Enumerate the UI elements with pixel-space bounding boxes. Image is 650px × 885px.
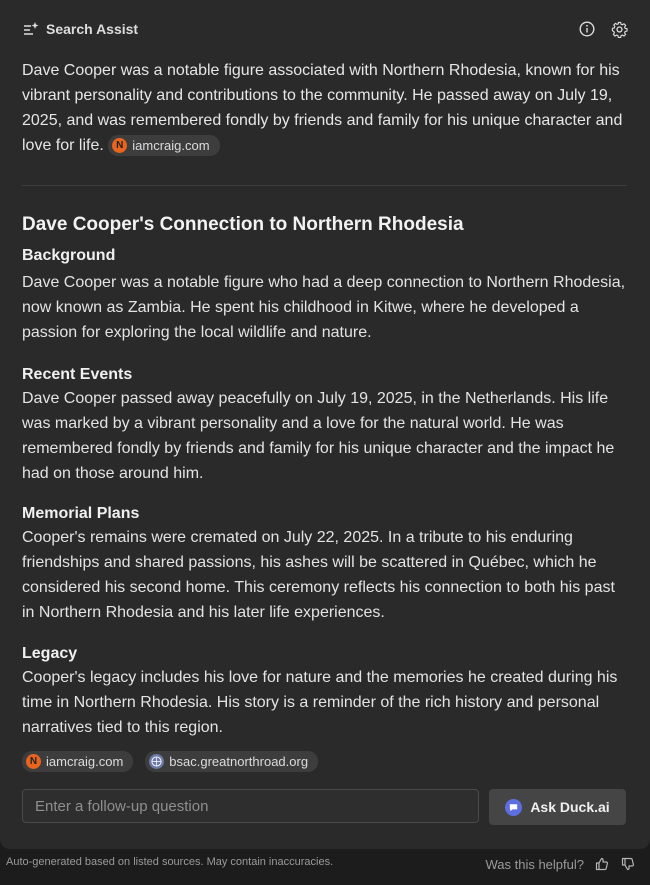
feedback-bar xyxy=(485,856,636,872)
summary-text: Dave Cooper was a notable figure associated with Northern Rhodesia, known for his vibrant personality and contributions to the community. He passed away on July 19, 2025, and was remembered fondly by friends and family for his unique character and love for life. xyxy=(22,62,623,154)
section-background xyxy=(22,247,627,345)
source-label: iamcraig.com xyxy=(132,138,210,154)
source-favicon: N xyxy=(26,754,41,769)
source-favicon: N xyxy=(112,138,127,153)
follow-up-input[interactable] xyxy=(22,789,479,823)
summary-paragraph xyxy=(22,58,627,158)
thumbs-down-icon[interactable] xyxy=(620,856,636,872)
source-label: iamcraig.com xyxy=(46,754,124,769)
section-title: Dave Cooper's Connection to Northern Rhodesia xyxy=(22,214,464,235)
subheading: Recent Events xyxy=(22,366,133,383)
source-chip[interactable] xyxy=(145,751,318,772)
source-chip[interactable] xyxy=(108,135,219,156)
subheading: Background xyxy=(22,247,116,264)
thumbs-up-icon[interactable] xyxy=(594,856,610,872)
header-actions xyxy=(578,20,628,38)
section-memorial-plans xyxy=(22,505,627,625)
subheading: Memorial Plans xyxy=(22,505,140,522)
disclaimer: Auto-generated based on listed sources. May contain inaccuracies. xyxy=(6,856,334,868)
ask-button-label: Ask Duck.ai xyxy=(530,799,610,815)
sparkle-list-icon xyxy=(22,20,40,38)
search-assist-header xyxy=(22,18,628,40)
source-chip[interactable] xyxy=(22,751,133,772)
paragraph: Dave Cooper passed away peacefully on July 19, 2025, in the Netherlands. His life was marked by a vibrant personality and a love for the natural world. He was remembered fondly by friends and family for his unique character and the impact he had on those around him. xyxy=(22,390,615,482)
source-favicon-globe-icon xyxy=(149,754,164,769)
header-title: Search Assist xyxy=(46,21,139,37)
ask-duck-ai-button[interactable] xyxy=(489,789,626,825)
paragraph: Cooper's legacy includes his love for nature and the memories he created during his time in Northern Rhodesia. His story is a reminder of the rich history and personal narratives tied to this region. xyxy=(22,669,618,736)
info-icon[interactable] xyxy=(578,20,596,38)
divider xyxy=(22,185,627,186)
duck-ai-icon xyxy=(505,799,522,816)
section-recent-events xyxy=(22,366,627,486)
paragraph: Dave Cooper was a notable figure who had a deep connection to Northern Rhodesia, now known as Zambia. He spent his childhood in Kitwe, where he developed a passion for exploring the local wildlife and nature. xyxy=(22,274,626,341)
section-legacy xyxy=(22,645,627,740)
gear-icon[interactable] xyxy=(610,20,628,38)
helpful-label: Was this helpful? xyxy=(485,856,584,872)
paragraph: Cooper's remains were cremated on July 22, 2025. In a tribute to his enduring friendships and shared passions, his ashes will be scattered in Québec, which he considered his second home. This ceremony reflects his connection to both his past in Northern Rhodesia and his later life experiences. xyxy=(22,529,615,621)
source-label: bsac.greatnorthroad.org xyxy=(169,754,309,769)
subheading: Legacy xyxy=(22,645,78,662)
source-list xyxy=(22,751,318,772)
